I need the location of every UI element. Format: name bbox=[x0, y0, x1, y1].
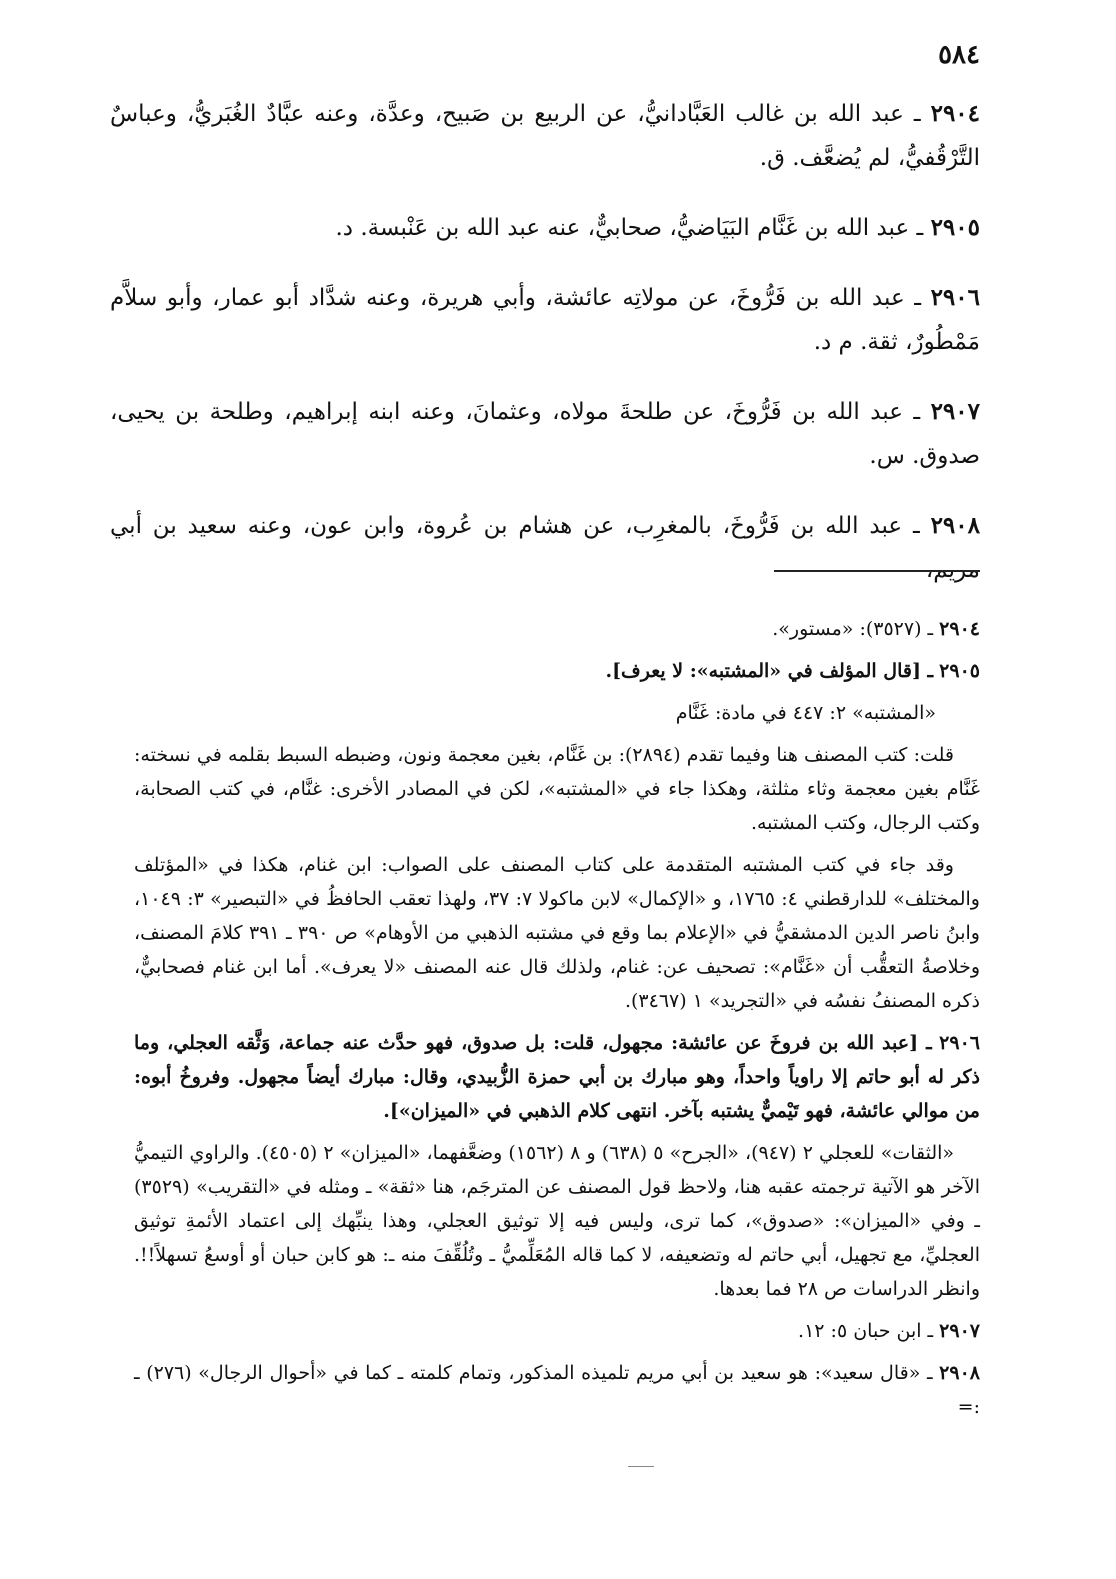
note-source-line: «المشتبه» ٢: ٤٤٧ في مادة: غَنَّام bbox=[675, 702, 936, 724]
note-number: ٢٩٠٨ bbox=[939, 1362, 980, 1384]
entry-2904 bbox=[110, 92, 980, 180]
entry-number: ٢٩٠٧ bbox=[930, 398, 980, 425]
note-paragraph: قلت: كتب المصنف هنا وفيما تقدم (٢٨٩٤): بن غَنَّام، بغين معجمة ونون، وضبطه السبط بقلمه في نسخته: غَنَّام بغين معجمة وثاء مثلثة، وهكذا جاء في «المشتبه»، لكن في المصادر الأخرى: غنَّام، في كتب الصحابة، وكتب الرجال، وكتب المشتبه. bbox=[134, 744, 980, 834]
note-heading: ـ [قال المؤلف في «المشتبه»: لا يعرف]. bbox=[605, 660, 934, 682]
page-number: ٥٨٤ bbox=[938, 40, 980, 70]
note-heading: ـ [عبد الله بن فروخَ عن عائشة: مجهول، قلت: بل صدوق، فهو حدَّث عنه جماعة، وَثَّقه العجلي، وما ذكر له أبو حاتم إلا راوياً واحداً، وهو مبارك بن أبي حمزة الزُّبيدي، وقال: مبارك أيضاً مجهول. وفروخُ أبوه: من موالي عائشة، فهو تَيْميٌّ يشتبه بآخر. انتهى كلام الذهبي في «الميزان»]. bbox=[134, 1032, 980, 1122]
entry-number: ٢٩٠٥ bbox=[930, 214, 980, 241]
entry-2907 bbox=[110, 390, 980, 478]
note-number: ٢٩٠٤ bbox=[939, 618, 980, 640]
note-text: ـ ابن حبان ٥: ١٢. bbox=[798, 1320, 934, 1342]
note-paragraph: وقد جاء في كتب المشتبه المتقدمة على كتاب المصنف على الصواب: ابن غنام، هكذا في «المؤتلف والمختلف» للدارقطني ٤: ١٧٦٥، و «الإكمال» لابن ماكولا ٧: ٣٧، ولهذا تعقب الحافظُ في «التبصير» ٣: ١٠٤٩، وابنُ ناصر الدين الدمشقيُّ في «الإعلام بما وقع في مشتبه الذهبي من الأوهام» ص ٣٩٠ ـ ٣٩١ كلامَ المصنف، وخلاصةُ التعقُّب أن «غَنَّام»: تصحيف عن: غنام، ولذلك قال عنه المصنف «لا يعرف». أما ابن غنام فصحابيٌّ، ذكره المصنفُ نفسُه في «التجريد» ١ (٣٤٦٧). bbox=[134, 854, 980, 1012]
entry-2908 bbox=[110, 504, 980, 592]
note-number: ٢٩٠٥ bbox=[939, 660, 980, 682]
note-text: ـ (٣٥٢٧): «مستور». bbox=[772, 618, 934, 640]
footnote-separator bbox=[774, 570, 980, 572]
note-number: ٢٩٠٧ bbox=[939, 1320, 980, 1342]
entry-number: ٢٩٠٦ bbox=[930, 284, 980, 311]
note-2905 bbox=[134, 654, 980, 688]
note-2908 bbox=[134, 1356, 980, 1424]
note-number: ٢٩٠٦ bbox=[939, 1032, 980, 1054]
entry-text: ـ عبد الله بن غالب العَبَّادانيُّ، عن الربيع بن صَبيح، وعدَّة، وعنه عبَّادٌ الغُبَريُّ، وعباسٌ التَّرْقُفيُّ، لم يُضعَّف. ق. bbox=[110, 101, 980, 171]
entry-text: ـ عبد الله بن فَرُّوخَ، عن طلحةَ مولاه، وعثمانَ، وعنه ابنه إبراهيم، وطلحة بن يحيى، صدوق. س. bbox=[110, 399, 980, 469]
entry-2905 bbox=[110, 206, 980, 250]
note-2906 bbox=[134, 1026, 980, 1128]
entry-number: ٢٩٠٨ bbox=[930, 512, 980, 539]
entry-text: ـ عبد الله بن فَرُّوخَ، عن مولاتِه عائشة، وأبي هريرة، وعنه شدَّاد أبو عمار، وأبو سلاَّم مَمْطُورٌ، ثقة. م د. bbox=[110, 285, 980, 355]
footnotes bbox=[134, 612, 980, 1432]
note-paragraph: «الثقات» للعجلي ٢ (٩٤٧)، «الجرح» ٥ (٦٣٨) و ٨ (١٥٦٢) وضعَّفهما، «الميزان» ٢ (٤٥٠٥). والراوي التيميُّ الآخر هو الآتية ترجمته عقبه هنا، ولاحظ قول المصنف عن المترجَم، هنا «ثقة» ـ ومثله في «التقريب» (٣٥٢٩) ـ وفي «الميزان»: «صدوق»، كما ترى، وليس فيه إلا توثيق العجلي، وهذا ينبِّهك إلى اعتماد الأئمةِ توثيق العجليِّ، مع تجهيل، أبي حاتم له وتضعيفه، لا كما قاله المُعَلِّميُّ ـ وتُلُقِّفَ منه ـ: هو كابن حبان أو أوسعُ تسهلاً!!. وانظر الدراسات ص ٢٨ فما بعدها. bbox=[134, 1142, 980, 1300]
note-text: ـ «قال سعيد»: هو سعيد بن أبي مريم تلميذه المذكور، وتمام كلمته ـ كما في «أحوال الرجال» (٢٧٦) ـ : bbox=[134, 1362, 980, 1418]
entry-text: ـ عبد الله بن فَرُّوخَ، بالمغرِب، عن هشام بن عُروة، وابن عون، وعنه سعيد بن أبي مريم، bbox=[110, 513, 980, 583]
main-text bbox=[110, 92, 980, 618]
continuation-mark: = bbox=[957, 1396, 974, 1418]
entry-2906 bbox=[110, 276, 980, 364]
bottom-dash bbox=[628, 1466, 654, 1467]
entry-text: ـ عبد الله بن غَنَّام البَيَاضيُّ، صحابيٌّ، عنه عبد الله بن عَنْبسة. د. bbox=[335, 215, 924, 241]
note-2907 bbox=[134, 1314, 980, 1348]
entry-number: ٢٩٠٤ bbox=[930, 100, 981, 127]
note-2904 bbox=[134, 612, 980, 646]
